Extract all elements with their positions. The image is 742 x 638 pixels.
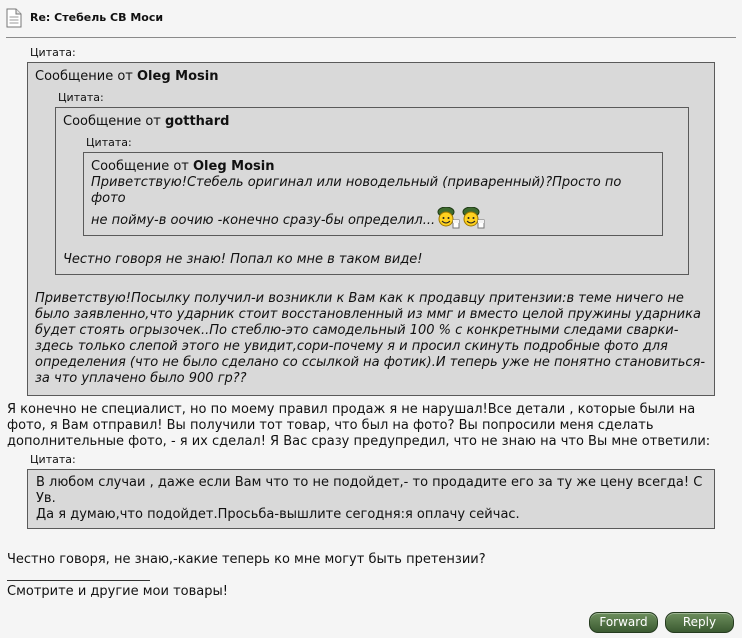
post-paragraph: Честно говоря, не знаю,-какие теперь ко мне могут быть претензии? bbox=[7, 552, 486, 567]
quote-box-outer bbox=[27, 62, 715, 396]
from-prefix: Сообщение от bbox=[91, 159, 189, 174]
quote-text-line: Приветствую!Стебель оригинал или новодельный (приваренный)?Просто по фото bbox=[91, 175, 622, 206]
quote-text-line: здесь только слепой этого не увидит,сори-почему я и просил скинуть подробные фото для bbox=[35, 339, 668, 354]
quote-attribution bbox=[91, 159, 656, 175]
quote-author[interactable]: gotthard bbox=[165, 114, 230, 129]
quote-block bbox=[27, 453, 715, 529]
quote-block-outer bbox=[27, 46, 715, 396]
document-icon bbox=[6, 8, 22, 28]
quote-label: Цитата: bbox=[30, 453, 76, 466]
post-text-line: дополнительные фото, - я их сделал! Я Вас сразу предупредил, что не знаю на что Вы мне ответили: bbox=[7, 434, 711, 449]
soldier-beer-smiley-icon bbox=[436, 207, 460, 229]
quote-text-line: Да я думаю,что подойдет.Просьба-вышлите сегодня:я оплачу сейчас. bbox=[36, 507, 520, 522]
quote-text-line: будет стоять огрызочек..По стеблю-это самодельный 100 % с конкретными следами сварки- bbox=[35, 323, 679, 338]
quote-text-line: Приветствую!Посылку получил-и возникли к Вам как к продавцу притензии:в теме ничего не bbox=[35, 291, 684, 306]
quote-box-level2 bbox=[55, 107, 689, 275]
quote-block-level3 bbox=[83, 136, 682, 236]
signature-divider bbox=[7, 580, 150, 581]
quote-text-line: за что уплачено было 900 гр?? bbox=[35, 371, 247, 386]
post-title: Re: Стебель СВ Моси bbox=[30, 11, 164, 24]
post-header bbox=[0, 0, 742, 38]
quote-attribution bbox=[63, 114, 682, 130]
quote-text-line-with-smileys bbox=[91, 207, 656, 229]
quote-text-line: Ув. bbox=[36, 491, 56, 506]
signature-text: Смотрите и другие мои товары! bbox=[7, 584, 228, 599]
quote-text-line: определения (что не было сделано со ссылкой на фотик).И теперь уже не понятно становиться- bbox=[35, 355, 706, 370]
from-prefix: Сообщение от bbox=[63, 114, 161, 129]
quote-label: Цитата: bbox=[58, 91, 104, 104]
quote-body-text bbox=[35, 291, 708, 387]
post-text-line: Я конечно не специалист, но по моему правил продаж я не нарушал!Все детали , которые были на bbox=[7, 402, 696, 417]
quote-text: не пойму-в оочию -конечно сразу-бы определил... bbox=[91, 213, 436, 228]
quote-author[interactable]: Oleg Mosin bbox=[193, 159, 275, 174]
forward-button[interactable]: Forward bbox=[589, 612, 658, 633]
post-paragraph bbox=[7, 402, 727, 450]
post-text-line: фото, я Вам отправил! Вы получили тот товар, что был на фото? Вы попросили меня сделать bbox=[7, 418, 654, 433]
quote-box bbox=[27, 469, 715, 529]
quote-reply-text: Честно говоря не знаю! Попал ко мне в таком виде! bbox=[63, 252, 423, 267]
quote-label: Цитата: bbox=[30, 46, 76, 59]
quote-attribution bbox=[35, 69, 708, 85]
quote-author[interactable]: Oleg Mosin bbox=[137, 69, 219, 84]
header-divider bbox=[6, 37, 736, 38]
quote-block-level2 bbox=[55, 91, 708, 275]
reply-button[interactable]: Reply bbox=[665, 612, 734, 633]
quote-box-level3 bbox=[83, 152, 663, 236]
soldier-beer-smiley-icon bbox=[461, 207, 485, 229]
quote-label: Цитата: bbox=[86, 136, 132, 149]
quote-text-line: В любом случаи , даже если Вам что то не подойдет,- то продадите его за ту же цену всегда! С bbox=[36, 475, 703, 490]
from-prefix: Сообщение от bbox=[35, 69, 133, 84]
quote-text-line: было заявленно,что ударник стоит восстановленный из ммг и вместо целой пружины ударника bbox=[35, 307, 701, 322]
